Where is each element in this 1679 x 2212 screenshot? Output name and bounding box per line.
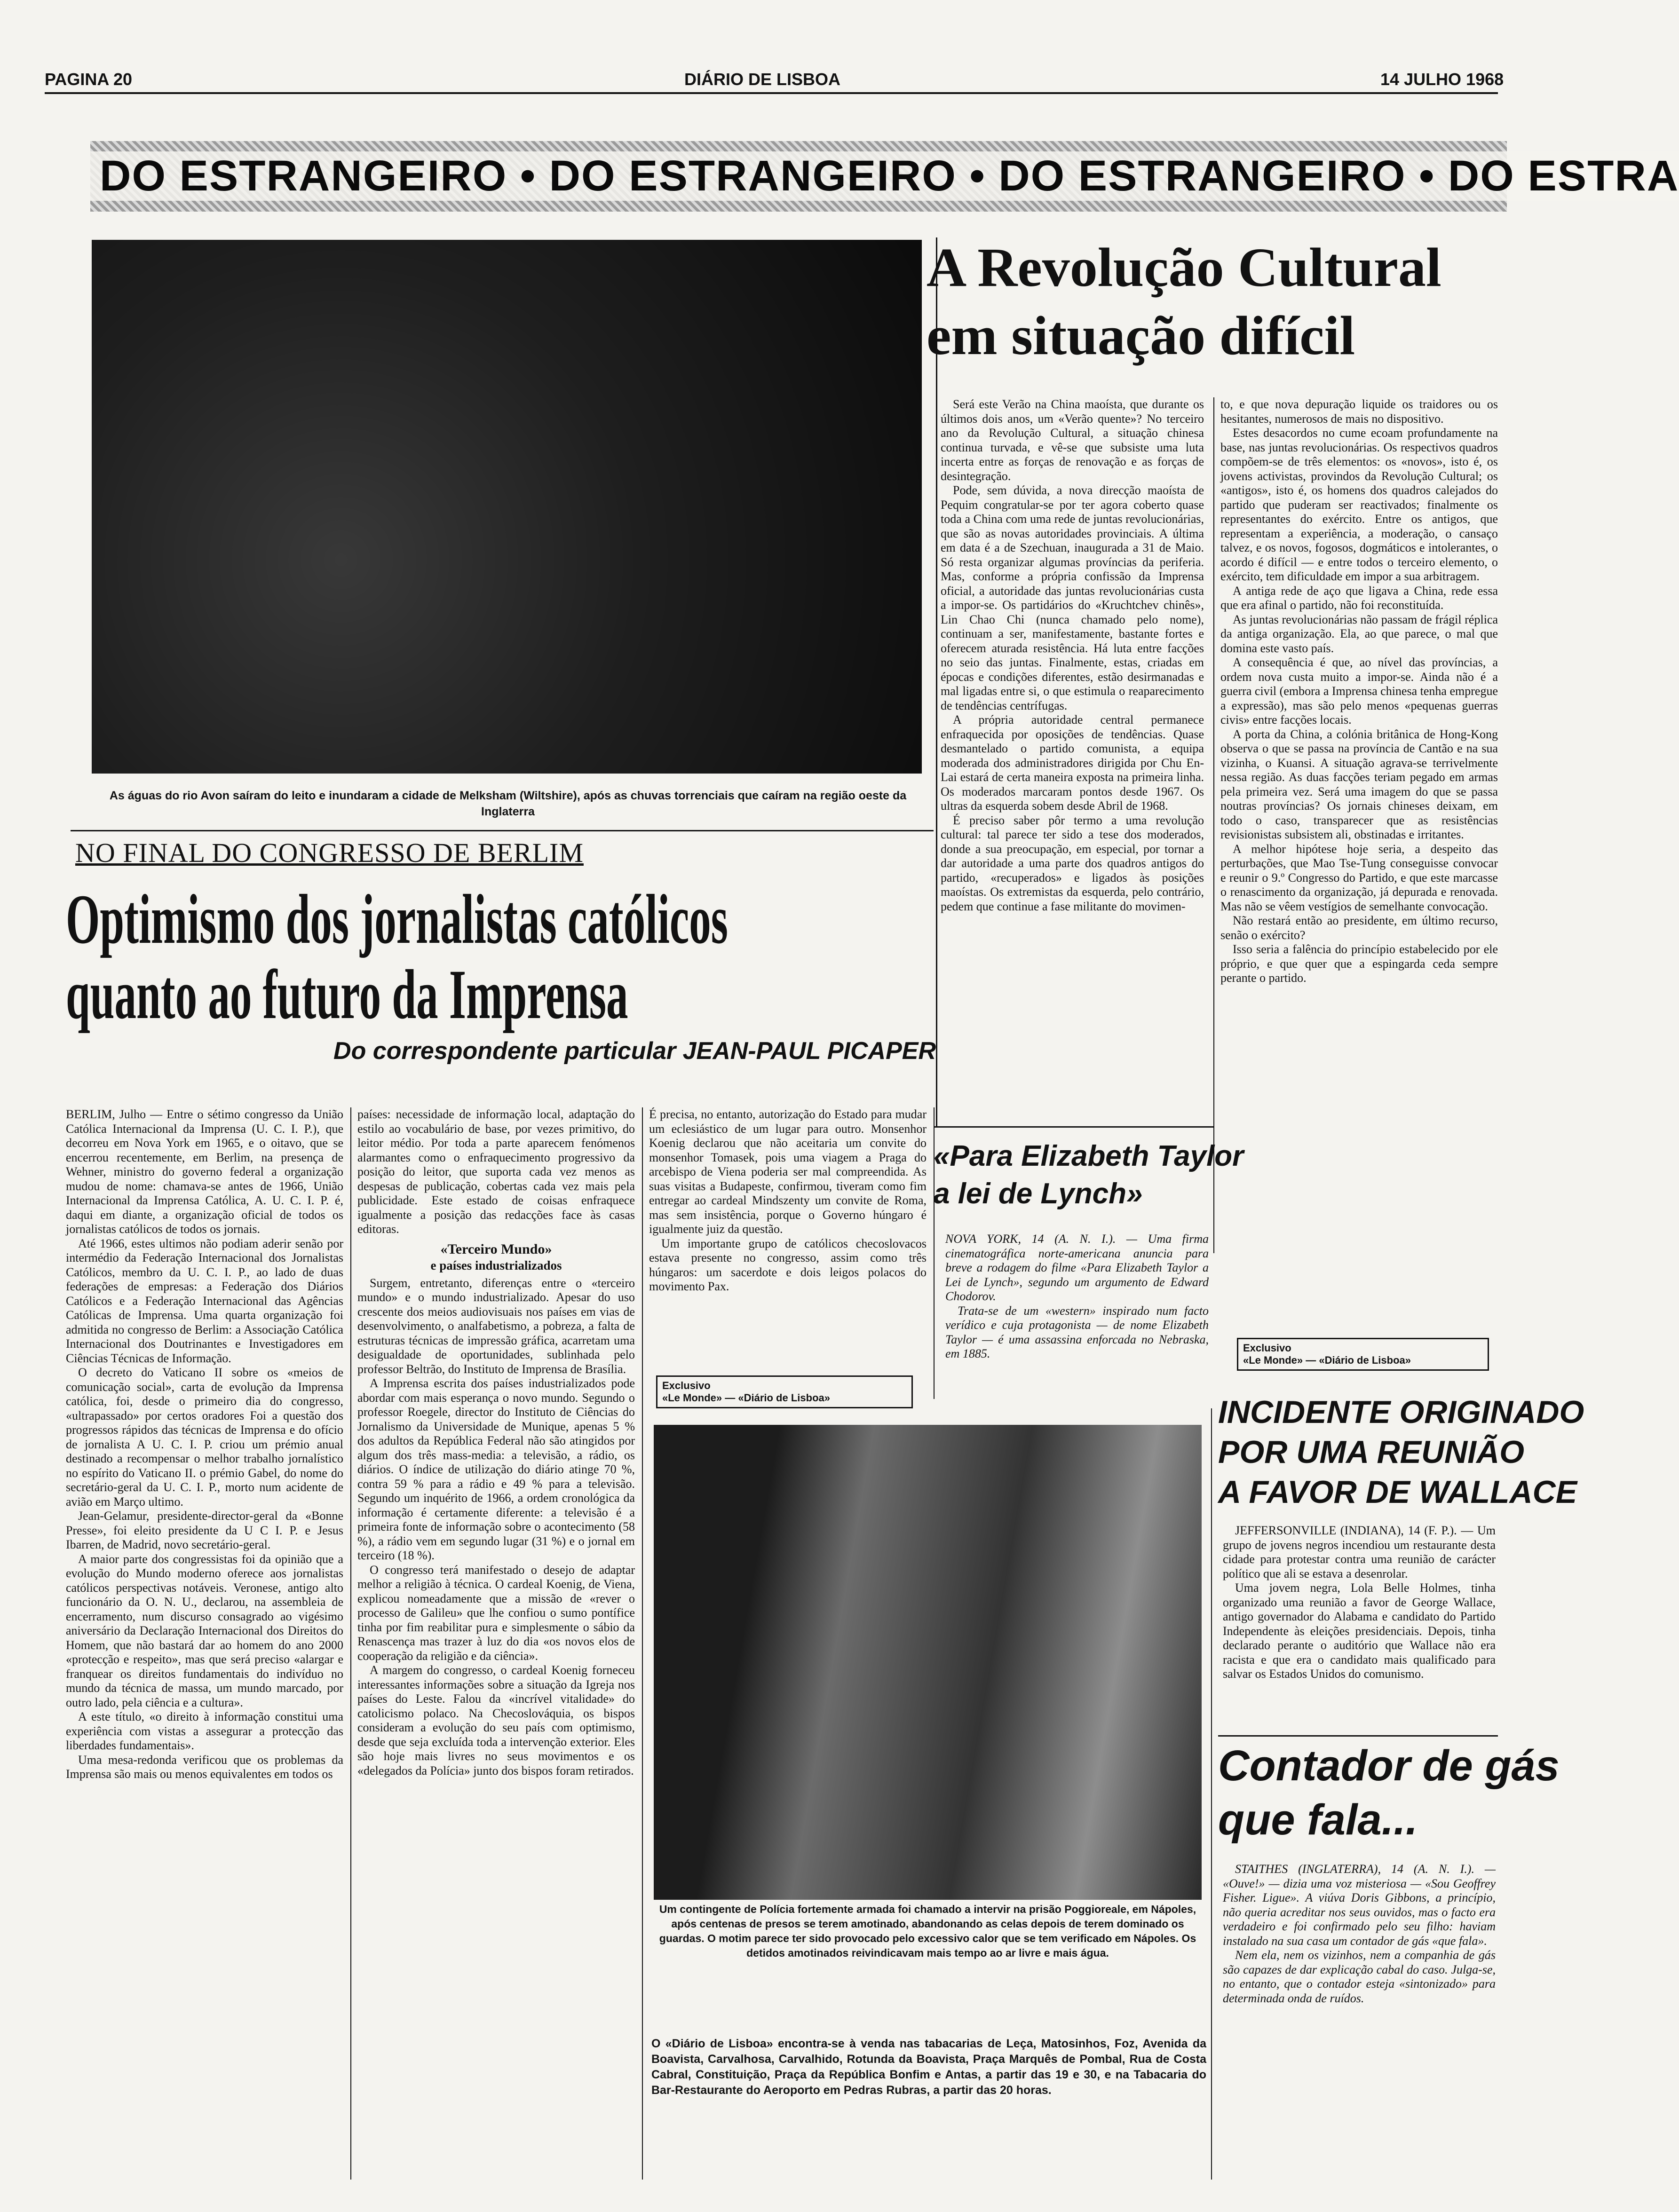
lynch-headline-line2: a lei de Lynch»	[934, 1177, 1143, 1210]
column-rule-right	[1211, 1408, 1212, 2180]
berlin-byline: Do correspondente particular JEAN-PAUL PICAPER	[333, 1037, 936, 1065]
paragraph: países: necessidade de informação local, adaptação do estilo ao vocabulário de base, por vezes primitivo, do leitor médio. Por toda a parte aparecem fenómenos alarmantes como o enfraquecimento progressivo da posição do leitor, que suporta cada vez menos as despesas de publicação, cobertas cada vez mais pela publicidade. Este estado de coisas enfraquece igualmente a posição das redacções face às casas editoras.	[357, 1107, 635, 1236]
paragraph: Uma mesa-redonda verificou que os problemas da Imprensa são mais ou menos equivalentes em todos os	[66, 1753, 343, 1781]
paragraph: É preciso saber pôr termo a uma revolução cultural: tal parece ter sido a tese dos moderados, donde a sua preocupação, em especial, por tornar a dar autoridade a uma parte dos quadros antigos do partido, «recuperados» e ligados às posições maoístas. Os extremistas da esquerda, pelo contrário, pedem que continue a fase militante do movimen-	[941, 813, 1204, 913]
berlin-column-1	[66, 1107, 343, 1782]
berlin-column-2	[357, 1107, 635, 1778]
sales-notice: O «Diário de Lisboa» encontra-se à venda nas tabacarias de Leça, Matosinhos, Foz, Avenida da Boavista, Carvalhosa, Carvalhido, Rotunda da Boavista, Praça Marquês de Pombal, Rua de Costa Cabral, Constituição, Praça da República Bonfim e Antas, a partir das 19 e 30, e na Tabacaria do Bar-Restaurante do Aeroporto em Pedras Rubras, a partir das 20 horas.	[651, 2037, 1206, 2097]
gas-headline-line2: que fala...	[1218, 1796, 1418, 1844]
column-rule	[1213, 397, 1214, 1253]
lynch-top-rule	[934, 1126, 1213, 1128]
paragraph: A maior parte dos congressistas foi da opinião que a evolução do Mundo moderno oferece aos jornalistas católicos perspectivas notáveis. Veronese, antigo alto funcionário da O. N. U., declarou, na assembleia de encerramento, num discurso consagrado ao vigésimo aniversário da Declaração Internacional dos Direitos do Homem, que não bastará dar ao homem do ano 2000 «protecção e respeito», mas que será preciso «alargar e franquear os direitos fundamentais do indivíduo no mundo da técnica de massa, um mundo marcado, por outro lado, pela ciência e a cultura».	[66, 1552, 343, 1709]
column-rule-top	[936, 237, 937, 1126]
paragraph: A melhor hipótese hoje seria, a despeito das perturbações, que Mao Tse-Tung conseguisse convocar e reunir o 9.º Congresso do Partido, e que este marcasse o renascimento da organização, já depurada e renovada. Mas não se vêem vestígios de semelhante convocação.	[1220, 842, 1498, 913]
page-number: PAGINA 20	[45, 70, 133, 89]
paragraph: NOVA YORK, 14 (A. N. I.). — Uma firma cinematográfica norte-americana anuncia para breve a rodagem do filme «Para Elizabeth Taylor a Lei de Lynch», segundo um argumento de Edward Chodorov.	[945, 1232, 1209, 1303]
wallace-text	[1223, 1524, 1496, 1682]
gas-headline-line1: Contador de gás	[1218, 1742, 1560, 1790]
wallace-headline-line1: INCIDENTE ORIGINADO	[1218, 1394, 1584, 1430]
kicker-rule	[71, 830, 934, 831]
subhead-line: «Terceiro Mundo»	[440, 1241, 552, 1257]
paragraph: A este título, «o direito à informação constitui uma experiência com vistas a assegurar a protecção das liberdades fundamentais».	[66, 1710, 343, 1752]
paragraph: to, e que nova depuração liquide os traidores ou os hesitantes, numerosos de mais no dispositivo.	[1220, 397, 1498, 426]
paragraph: JEFFERSONVILLE (INDIANA), 14 (F. P.). — Um grupo de jovens negros incendiou um restaurante desta cidade para protestar contra uma reunião de carácter político que ali se estava a desenrolar.	[1223, 1524, 1496, 1580]
paragraph: Estes desacordos no cume ecoam profundamente na base, nas juntas revolucionárias. Os respectivos quadros compõem-se de três elementos: os «novos», isto é, os jovens activistas, provindos da Revolução Cultural; os «antigos», isto é, os homens dos quadros calejados do partido que puderam ser reactivados; finalmente os representantes do exército. Entre os antigos, que representam a experiência, a moderação, o cansaço talvez, e os novos, fogosos, dogmáticos e intolerantes, o acordo é difícil — e entre todos o terceiro elemento, o exército, tem dificuldade em impor a sua arbitragem.	[1220, 426, 1498, 583]
paragraph: Isso seria a falência do princípio estabelecido por ele próprio, e que quer que a espingarda ceda sempre perante o partido.	[1220, 942, 1498, 985]
column-rule	[642, 1107, 643, 2180]
subhead-line: e países industrializados	[430, 1258, 562, 1272]
berlin-kicker: NO FINAL DO CONGRESSO DE BERLIM	[75, 837, 584, 868]
paragraph: Até 1966, estes ultimos não podiam aderir senão por intermédio da Federação Internacional dos Jornalistas Católicos, membro da U. C. I. P., ao lado de duas federações de empresas: a Federação dos Diários Católicos e a Federação Internacional das Agências Católicas de Imprensa. Uma quarta organização foi admitida no congresso de Berlim: a Associação Católica Internacional dos Doutrinantes e Investigadores em Ciências Técnicas de Informação.	[66, 1236, 343, 1365]
paragraph: O decreto do Vaticano II sobre os «meios de comunicação social», carta de evolução da Imprensa católica, foi, desde o primeiro dia do congresso, «ultrapassado» por certos oradores Foi a questão dos progressos rápidos das técnicas de Imprensa e do ofício de jornalista A U. C. I. P. criou um prémio anual destinado a recompensar o melhor trabalho jornalístico no espírito do Vaticano II. o prémio Gabel, do nome do secretário-geral da U. C. I. P., morto num acidente de avião em Março ultimo.	[66, 1366, 343, 1509]
revolution-column-2	[1220, 397, 1498, 986]
paragraph: Jean-Gelamur, presidente-director-geral da «Bonne Presse», foi eleito presidente da U C I. P. e Jesus Ibarren, de Madrid, novo secretário-geral.	[66, 1509, 343, 1551]
paragraph: Pode, sem dúvida, a nova direcção maoísta de Pequim congratular-se por ter agora coberto quase toda a China com uma rede de juntas revolucionárias, que são as novas autoridades provinciais. A última em data é a de Szechuan, inaugurada a 31 de Maio. Só resta organizar algumas províncias da periferia. Mas, conforme a própria confissão da Imprensa oficial, a autoridade das juntas revolucionárias custa a impor-se. Os partidários do «Kruchtchev chinês», Lin Chao Chi (nunca chamado pelo nome), continuam a ser, manifestamente, bastante fortes e oferecem aturada resistência. Há luta entre facções no seio das juntas. Finalmente, estas, criadas em épocas e condições diferentes, estão desirmanadas e mal ligadas entre si, o que estimula o reaparecimento de tendências centrífugas.	[941, 483, 1204, 712]
paragraph: A porta da China, a colónia britânica de Hong-Kong observa o que se passa na província de Cantão e na sua vizinha, o Kuansi. A situação agrava-se terrivelmente nessa região. As duas facções teriam pegado em armas pela primeira vez. Será uma imagem do que se passa noutras províncias? Os jornais chineses deixam, em todo o caso, transparecer que as resistências revisionistas subsistem ali, obstinadas e irritantes.	[1220, 727, 1498, 841]
section-banner	[90, 141, 1679, 212]
berlin-headline-line1: Optimismo dos jornalistas católicos	[66, 880, 728, 958]
lynch-headline-line1: «Para Elizabeth Taylor	[934, 1140, 1244, 1172]
paragraph: Não restará então ao presidente, em último recurso, senão o exército?	[1220, 914, 1498, 942]
berlin-exclusive-box	[656, 1375, 913, 1408]
newspaper-name: DIÁRIO DE LISBOA	[684, 70, 841, 89]
wallace-headline-line3: A FAVOR DE WALLACE	[1218, 1474, 1577, 1510]
paragraph: A consequência é que, ao nível das províncias, a ordem nova custa muito a impor-se. Ainda não é a guerra civil (embora a Imprensa chinesa tenha empregue a expressão), mas são pelo menos «pequenas guerras civis» entre facções locais.	[1220, 656, 1498, 727]
exclusive-credit: «Le Monde» — «Diário de Lisboa»	[1243, 1354, 1411, 1366]
berlin-column-3	[649, 1107, 927, 1294]
paragraph: Trata-se de um «western» inspirado num facto verídico e cuja protagonista — de nome Elizabeth Taylor — é uma assassina enforcada no Nebraska, em 1885.	[945, 1304, 1209, 1360]
revolution-exclusive-box	[1237, 1338, 1489, 1371]
paragraph: As juntas revolucionárias não passam de frágil réplica da antiga organização. Ela, ao que parece, o mal que domina este vasto país.	[1220, 612, 1498, 655]
paragraph: A Imprensa escrita dos países industrializados pode abordar com mais esperança o novo mundo. Segundo o professor Roegele, director do Instituto de Ciências do Jornalismo da Universidade de Munique, apenas 5 % dos adultos da República Federal não são atingidos por algum dos três mass-media: a televisão, a rádio, os diários. O índice de utilização do diário atinge 70 %, contra 59 % para a rádio e 49 % para a televisão. Segundo um inquérito de 1966, a ordem cronológica da informação é certamente diferente: a televisão é a primeira fonte de informação sobre o acontecimento (58 %), a rádio vem em segundo lugar (31 %) e o jornal em terceiro (18 %).	[357, 1376, 635, 1562]
exclusive-label: Exclusivo	[662, 1380, 711, 1391]
exclusive-credit: «Le Monde» — «Diário de Lisboa»	[662, 1392, 830, 1404]
exclusive-label: Exclusivo	[1243, 1342, 1291, 1354]
section-banner-text: DO ESTRANGEIRO • DO ESTRANGEIRO • DO ESTRANGEIRO • DO ESTRA	[90, 151, 1679, 201]
wallace-headline-line2: POR UMA REUNIÃO	[1218, 1434, 1525, 1470]
flood-photo-caption: As águas do rio Avon saíram do leito e inundaram a cidade de Melksham (Wiltshire), após as chuvas torrenciais que caíram na região oeste da Inglaterra	[109, 789, 907, 818]
berlin-subhead	[357, 1241, 635, 1273]
paragraph: Surgem, entretanto, diferenças entre o «terceiro mundo» e o mundo industrializado. Apesar do uso crescente dos meios audiovisuais nos países em vias de desenvolvimento, o analfabetismo, a pobreza, a falta de estruturas técnicas de impressão gráfica, acarretam uma desigualdade de oportunidades, sublinhada pelo professor Beltrão, do Instituto de Imprensa de Brasília.	[357, 1276, 635, 1376]
masthead-rule	[45, 92, 1498, 94]
revolution-column-1	[941, 397, 1204, 914]
paragraph: A antiga rede de aço que ligava a China, rede essa que era afinal o partido, não foi reconstituída.	[1220, 584, 1498, 612]
issue-date: 14 JULHO 1968	[1380, 70, 1504, 89]
paragraph: Um importante grupo de católicos checoslovacos estava presente no congresso, assim como três húngaros: um sacerdote e dois leigos polacos do movimento Pax.	[649, 1236, 927, 1293]
paragraph: STAITHES (INGLATERRA), 14 (A. N. I.). — «Ouve!» — dizia uma voz misteriosa — «Sou Geoffrey Fisher. Ligue». A viúva Doris Gibbons, a princípio, não queria acreditar nos seus ouvidos, mas o facto era verdadeiro e foi confirmado pelo seu filho: haviam instalado na sua casa um contador de gás «que fala».	[1223, 1862, 1496, 1948]
flood-photo	[92, 240, 922, 774]
column-rule	[350, 1107, 351, 2180]
naples-prison-photo	[654, 1425, 1202, 1900]
paragraph: A margem do congresso, o cardeal Koenig forneceu interessantes informações sobre a situação da Igreja nos países do Leste. Falou da «incrível vitalidade» do catolicismo polaco. Na Checoslováquia, os bispos consideram a evolução do seu país com optimismo, desde que seja excluída toda a intervenção exterior. Eles são hoje mais livres no seus movimentos e os «delegados da Polícia» junto dos bispos foram retirados.	[357, 1663, 635, 1778]
revolution-headline-line1: A Revolução Cultural	[927, 237, 1441, 298]
naples-photo-caption: Um contingente de Polícia fortemente armada foi chamado a intervir na prisão Poggioreale, em Nápoles, após centenas de presos se terem amotinado, abandonando as celas depois de terem dominado os guardas. O motim parece ter sido provocado pelo excessivo calor que se tem verificado em Nápoles. Os detidos amotinados reivindicavam mais tempo ao ar livre e mais água.	[659, 1903, 1196, 1959]
paragraph: O congresso terá manifestado o desejo de adaptar melhor a religião à técnica. O cardeal Koenig, de Viena, explicou nomeadamente que a missão de «rever o processo de Galileu» que lhe confiou o sumo pontífice tinha por fim reabilitar pura e simplesmente o sábio da Renascença mas trazer à luz do dia «os novos elos de cooperação da religião e da ciência».	[357, 1563, 635, 1663]
gas-text	[1223, 1862, 1496, 2006]
revolution-headline-line2: em situação difícil	[927, 305, 1355, 366]
paragraph: Uma jovem negra, Lola Belle Holmes, tinha organizado uma reunião a favor de George Wallace, antigo governador do Alabama e candidato do Partido Independente às eleições presidenciais. Depois, tinha declarado perante o auditório que Wallace não era racista e que era o candidato mais qualificado para salvar os Estados Unidos do comunismo.	[1223, 1581, 1496, 1681]
paragraph: Nem ela, nem os vizinhos, nem a companhia de gás são capazes de dar explicação cabal do caso. Julga-se, no entanto, que o contador esteja «sintonizado» para determinada onda de ruídos.	[1223, 1948, 1496, 2005]
berlin-headline-line2: quanto ao futuro da Imprensa	[66, 956, 628, 1034]
lynch-text	[945, 1232, 1209, 1361]
paragraph: É precisa, no entanto, autorização do Estado para mudar um eclesiástico de um lugar para outro. Monsenhor Koenig declarou que não aceitaria um convite do monsenhor Tomasek, pois uma viagem a Praga do arcebispo de Viena poderia ser mal compreendida. As suas visitas a Budapeste, confirmou, tiveram como fim entregar ao cardeal Mindszenty um convite de Roma, mas sem insistência, porque o Governo húngaro é igualmente juiz da questão.	[649, 1107, 927, 1236]
paragraph: BERLIM, Julho — Entre o sétimo congresso da União Católica Internacional da Imprensa (U. C. I. P.), que decorreu em Nova York em 1965, e o oitavo, que se encerrou recentemente, em Berlim, na presença de Wehner, ministro do governo federal a organização mudou de nome: chamava-se antes de 1966, União Internacional da Imprensa Católica, A. U. C. I. P. é, daqui em diante, a organização oficial de todos os jornalistas católicos de todos os jornais.	[66, 1107, 343, 1236]
paragraph: Será este Verão na China maoísta, que durante os últimos dois anos, um «Verão quente»? No terceiro ano da Revolução Cultural, a situação chinesa continua turvada, e vê-se que subsiste uma luta incerta entre as forças de renovação e as forças de desintegração.	[941, 397, 1204, 483]
paragraph: A própria autoridade central permanece enfraquecida por oposições de tendências. Quase desmantelado o partido comunista, a equipa moderada dos administradores dirigida por Chu En-Lai estará de certa maneira exposta na primeira linha. Os moderados marcaram pontos desde 1967. Os ultras da esquerda sobem desde Abril de 1968.	[941, 713, 1204, 813]
gas-top-rule	[1218, 1735, 1498, 1737]
